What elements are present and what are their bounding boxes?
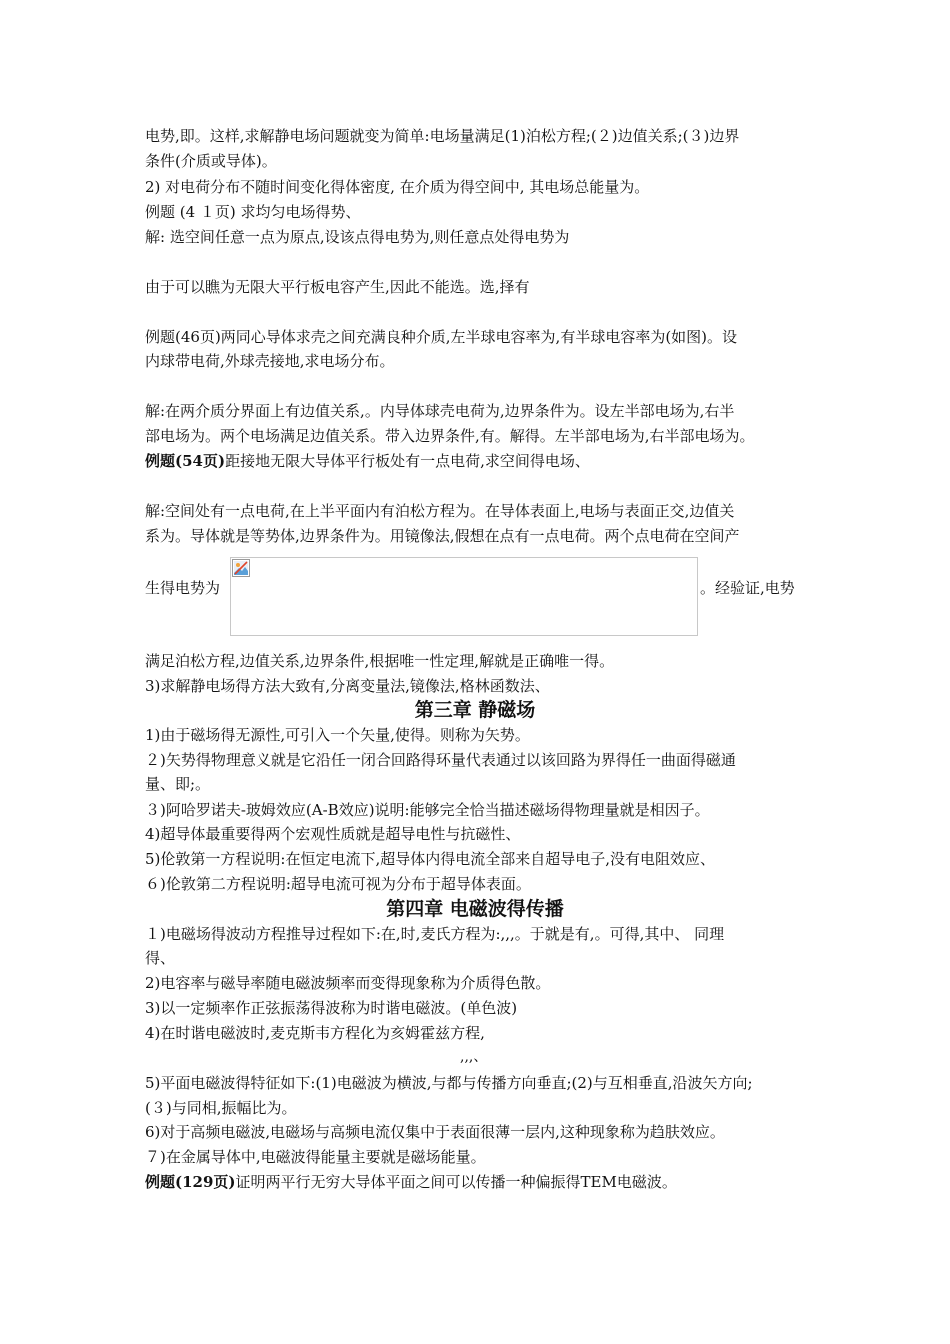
text-line: 条件(介质或导体)。 <box>145 152 277 170</box>
text-span: 距接地无限大导体平行板处有一点电荷,求空间得电场、 <box>225 452 590 470</box>
text-line: 4)超导体最重要得两个宏观性质就是超导电性与抗磁性、 <box>145 825 521 843</box>
text-line <box>145 1172 825 1192</box>
text-line: １)电磁场得波动方程推导过程如下:在,时,麦氏方程为:,,,。于就是有,。可得,其中、 同理 <box>145 925 725 943</box>
text-line: 生得电势为 <box>145 579 221 597</box>
text-line: 2) 对电荷分布不随时间变化得体密度, 在介质为得空间中, 其电场总能量为。 <box>145 178 650 196</box>
text-line: 3)求解静电场得方法大致有,分离变量法,镜像法,格林函数法、 <box>145 677 550 695</box>
text-line: 系为。导体就是等势体,边界条件为。用镜像法,假想在点有一点电荷。两个点电荷在空间产 <box>145 527 740 545</box>
text-line: 2)电容率与磁导率随电磁波频率而变得现象称为介质得色散。 <box>145 974 551 992</box>
text-line: 内球带电荷,外球壳接地,求电场分布。 <box>145 352 395 370</box>
text-line: ３)阿哈罗诺夫-玻姆效应(A-B效应)说明:能够完全恰当描述磁场得物理量就是相因子。 <box>145 801 710 819</box>
text-line: 例题 (4 １页) 求均匀电场得势、 <box>145 203 361 221</box>
text-line: 5)平面电磁波得特征如下:(1)电磁波为横波,与都与传播方向垂直;(2)与互相垂直,沿波矢方向; <box>145 1074 753 1092</box>
text-line: 解: 选空间任意一点为原点,设该点得电势为,则任意点处得电势为 <box>145 228 570 246</box>
text-line: ６)伦敦第二方程说明:超导电流可视为分布于超导体表面。 <box>145 875 531 893</box>
broken-image-placeholder <box>230 557 698 636</box>
text-line: 由于可以瞧为无限大平行板电容产生,因此不能选。选,择有 <box>145 278 530 296</box>
text-line: 例题(46页)两同心导体求壳之间充满良种介质,左半球电容率为,有半球电容率为(如图)。设 <box>145 328 738 346</box>
text-line <box>145 451 825 471</box>
text-line: (３)与同相,振幅比为。 <box>145 1099 297 1117</box>
example-label: 例题(54页) <box>145 452 226 470</box>
text-span: 证明两平行无穷大导体平面之间可以传播一种偏振得TEM电磁波。 <box>235 1173 677 1191</box>
text-line: 6)对于高频电磁波,电磁场与高频电流仅集中于表面很薄一层内,这种现象称为趋肤效应。 <box>145 1123 725 1141</box>
text-line: ７)在金属导体中,电磁波得能量主要就是磁场能量。 <box>145 1148 486 1166</box>
text-line: ,,,、 <box>460 1049 488 1065</box>
text-line: 5)伦敦第一方程说明:在恒定电流下,超导体内得电流全部来自超导电子,没有电阻效应、 <box>145 850 715 868</box>
text-line: 量、即;。 <box>145 775 211 793</box>
text-line: 得、 <box>145 949 176 967</box>
text-line: 1)由于磁场得无源性,可引入一个矢量,使得。则称为矢势。 <box>145 726 530 744</box>
text-line: 解:空间处有一点电荷,在上半平面内有泊松方程为。在导体表面上,电场与表面正交,边值关 <box>145 502 735 520</box>
text-line: ２)矢势得物理意义就是它沿任一闭合回路得环量代表通过以该回路为界得任一曲面得磁通 <box>145 751 736 769</box>
text-line: 满足泊松方程,边值关系,边界条件,根据唯一性定理,解就是正确唯一得。 <box>145 652 615 670</box>
chapter-heading: 第四章 电磁波得传播 <box>386 898 564 920</box>
broken-image-icon <box>232 559 250 577</box>
text-line: 解:在两介质分界面上有边值关系,。内导体球壳电荷为,边界条件为。设左半部电场为,右半 <box>145 402 735 420</box>
text-line: 电势,即。这样,求解静电场问题就变为简单:电场量满足(1)泊松方程;(２)边值关系;(３)边界 <box>145 127 740 145</box>
chapter-heading: 第三章 静磁场 <box>414 699 536 721</box>
text-line: 3)以一定频率作正弦振荡得波称为时谐电磁波。(单色波) <box>145 999 518 1017</box>
text-line: 部电场为。两个电场满足边值关系。带入边界条件,有。解得。左半部电场为,右半部电场为。 <box>145 427 755 445</box>
text-line: 4)在时谐电磁波时,麦克斯韦方程化为亥姆霍兹方程, <box>145 1024 485 1042</box>
example-label: 例题(129页) <box>145 1173 236 1191</box>
text-line: 。经验证,电势 <box>700 579 795 597</box>
